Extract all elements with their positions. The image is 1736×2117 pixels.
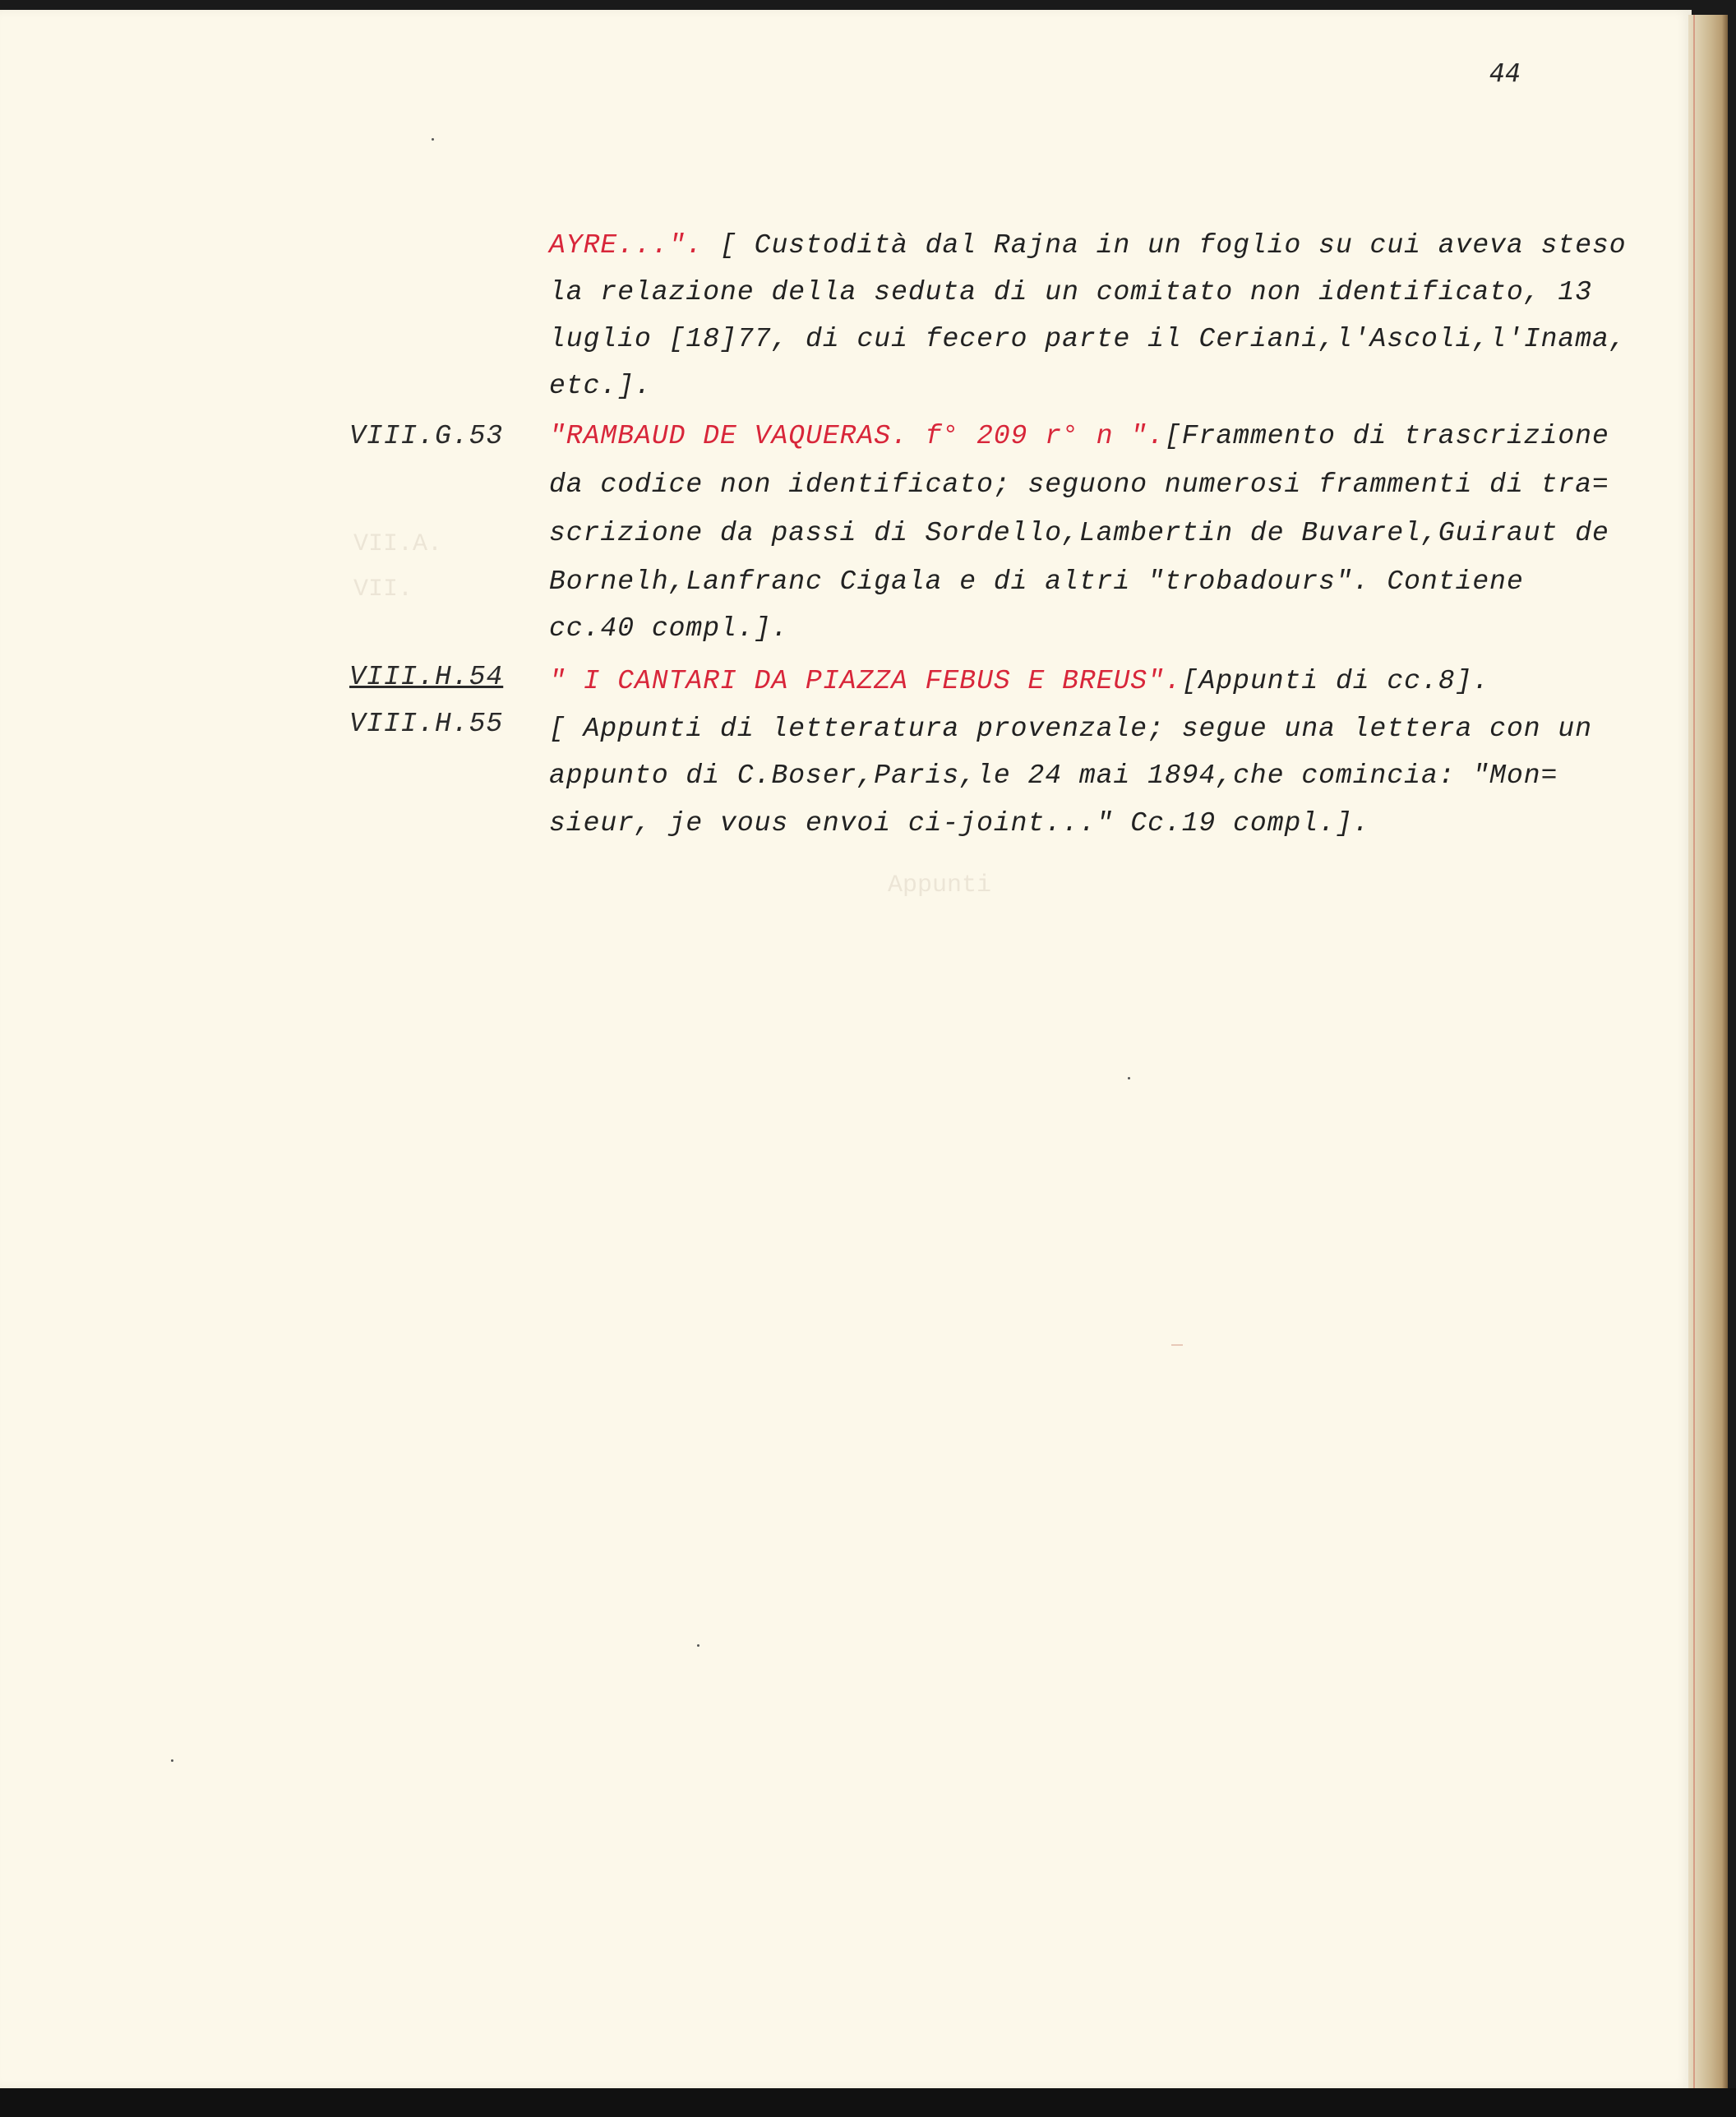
entry-line: sieur, je vous envoi ci-joint..." Cc.19 compl.]. bbox=[549, 808, 1370, 839]
entry-line: " I CANTARI DA PIAZZA FEBUS E BREUS".[Appunti di cc.8]. bbox=[549, 666, 1490, 696]
document-page bbox=[0, 10, 1692, 2088]
show-through: Appunti bbox=[888, 871, 992, 899]
scan-speck bbox=[432, 138, 434, 141]
scan-speck bbox=[697, 1644, 699, 1647]
entry-line: [ Appunti di letteratura provenzale; segue una lettera con un bbox=[549, 714, 1592, 744]
scan-speck bbox=[171, 1759, 173, 1762]
entry-line: "RAMBAUD DE VAQUERAS. f° 209 r° n ".[Frammento di trascrizione bbox=[549, 421, 1609, 451]
entry-line: scrizione da passi di Sordello,Lambertin de Buvarel,Guiraut de bbox=[549, 518, 1609, 548]
shelfmark: VIII.H.55 bbox=[349, 709, 504, 739]
entry-line: appunto di C.Boser,Paris,le 24 mai 1894,che comincia: "Mon= bbox=[549, 760, 1558, 791]
entry-line: AYRE...". [ Custodità dal Rajna in un foglio su cui aveva steso bbox=[549, 230, 1627, 261]
entry-line: cc.40 compl.]. bbox=[549, 613, 789, 644]
scan-speck bbox=[1128, 1077, 1130, 1079]
entry-line: Bornelh,Lanfranc Cigala e di altri "trobadours". Contiene bbox=[549, 566, 1524, 597]
page-number: 44 bbox=[1489, 59, 1521, 88]
shelfmark: VIII.H.54 bbox=[349, 662, 504, 692]
scan-speck bbox=[1171, 1344, 1183, 1346]
entry-line: luglio [18]77, di cui fecero parte il Ceriani,l'Ascoli,l'Inama, bbox=[549, 324, 1627, 354]
entry-line: etc.]. bbox=[549, 371, 652, 401]
scan-border bbox=[0, 2088, 1736, 2117]
shelfmark: VIII.G.53 bbox=[349, 421, 504, 451]
entry-line: da codice non identificato; seguono numerosi frammenti di tra= bbox=[549, 469, 1609, 500]
show-through: VII. bbox=[353, 575, 413, 603]
show-through: VII.A. bbox=[353, 530, 443, 558]
page-edge bbox=[1688, 15, 1728, 2091]
entry-line: la relazione della seduta di un comitato non identificato, 13 bbox=[549, 277, 1592, 307]
